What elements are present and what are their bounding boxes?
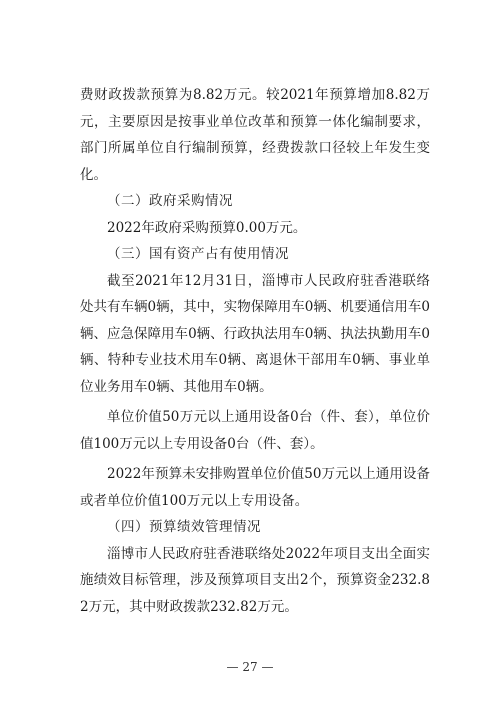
- paragraph-vehicles: 截至2021年12月31日，淄博市人民政府驻香港联络处共有车辆0辆，其中，实物保障用车0辆、机要通信用车0辆、应急保障用车0辆、行政执法用车0辆、执法执勤用车0辆、特种专业技术用车0辆、离退休干部用车0辆、事业单位业务用车0辆、其他用车0辆。: [80, 272, 430, 395]
- document-body: [80, 82, 430, 620]
- paragraph-performance-targets: 淄博市人民政府驻香港联络处2022年项目支出全面实施绩效目标管理，涉及预算项目支出2个，预算资金232.82万元，其中财政拨款232.82万元。: [80, 545, 430, 615]
- page-number: — 27 —: [226, 660, 274, 674]
- heading-government-procurement: （二）政府采购情况: [107, 193, 233, 209]
- paragraph-procurement-budget: 2022年政府采购预算0.00万元。: [107, 219, 307, 236]
- heading-performance-management: （四）预算绩效管理情况: [107, 519, 261, 535]
- paragraph-equipment: 单位价值50万元以上通用设备0台（件、套），单位价值100万元以上专用设备0台（件、套）。: [80, 409, 430, 452]
- paragraph-equipment-plan: 2022年预算未安排购置单位价值50万元以上通用设备或者单位价值100万元以上专用设备。: [80, 466, 430, 509]
- heading-state-assets: （三）国有资产占有使用情况: [107, 246, 289, 262]
- paragraph-budget-change: 费财政拨款预算为8.82万元。较2021年预算增加8.82万元，主要原因是按事业单位改革和预算一体化编制要求，部门所属单位自行编制预算，经费拨款口径较上年发生变化。: [80, 87, 430, 183]
